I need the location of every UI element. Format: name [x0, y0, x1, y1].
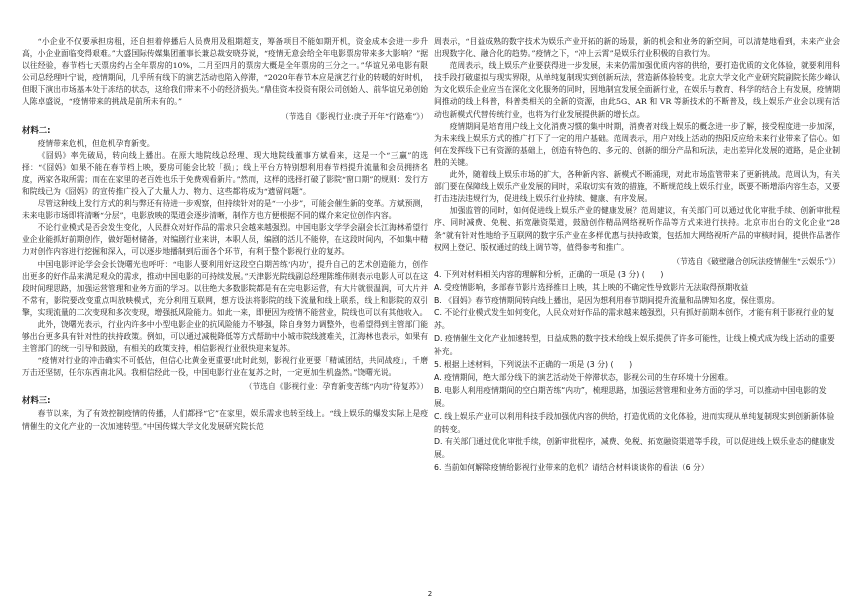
question-5: [434, 359, 840, 462]
left-column: [22, 36, 428, 586]
material3-source: （节选自《破壁融合创玩法疫情催生“云娱乐”》）: [672, 256, 840, 266]
material3-paragraph-4: 此外，随着线上娱乐市场的扩大，各种新内容、新模式不断涌现，对此市场监管带来了更新挑战。范周认为，有关部门要在保障线上娱乐产业发展的同时，采取切实有效的措施，不断规范线上娱乐行业，既要不断增添内容生态，又要打击违法违规行为，促进线上娱乐行业持续、健康、有序发展。: [434, 170, 840, 204]
material3-paragraph-2: 范周表示，线上娱乐产业要获得进一步发展，未来仍需加强优质内容的供给，要打造优质的文化体验，就要利用科技手段打破虚拟与现实界限，从单纯复制现实到创新玩法，营造新体验转变。北京大学文化产业研究院副院长陈少峰认为文化娱乐企业应当在深化文化服务的同时，因地制宜发展全面新行业，在娱乐与教育、科学的结合上有发展，疫情期间推动的线上科普，科普类相关的全新的资源，由此5G、AR 和 VR 等新技术的不断普及，线上娱乐产业会以现有活动也新模式代替传统行业，也将为行业发展提供新的增长点。: [434, 61, 840, 119]
material3-paragraph-continued: 周表示，“目益成熟的数字技术为娱乐产业开拓的新的场景，新的机会和业务的新空间，可以清楚地看到，未来产业会出现数字化、融合化的趋势。”疫情之下，“冲上云霄”是娱乐行业积极的自救行为。: [434, 37, 840, 59]
question-5-option-c: C. 线上娱乐产业可以利用科技手段加强优内容的供给，打造优质的文化体验，进而实现从单纯复制现实到创新新体验的转变。: [434, 411, 835, 434]
question-4-option-b: B. 《囧妈》春节疫情期间转向线上播出，是因为想利用春节期间提升流量和品牌知名度，保住票房。: [434, 295, 780, 305]
material2-paragraph-7: “疫情对行业的冲击确实不可低估，但信心比黄金更重要!此时此刻，影视行业更要「精诚团结，共同战疫」，千磨万击还坚韧，任尔东西南北风。我相信经此一役，中国电影行业在复苏之时，一定更加生机盎然。”饶曙光说。: [22, 356, 428, 378]
material2-paragraph-3: 尽管这种线上发行方式的利与弊还有待进一步观察，但持续针对的是“一小步”，可能会催生新的变革。方斌预测，未来电影市场即将清晰“分层”，电影放映的渠道会逐步清晰，制作方也方便根据不同的媒介来定位创作内容。: [22, 199, 428, 221]
material2-paragraph-5: 中国电影评论学会会长饶曙光也呼吁：“电影人要利用好这段空白期苦练‘内功’，提升自己的艺术创造能力，创作出更多的好作品来满足观众的需求，推动中国电影的可持续发展。”天津影光院线副总经理陈维伟则表示电影人可以在这段时间理思路，加强运营管理和业务方面的学习。以往绝大多数影院都是有在完电影运营，有大片就很温润，可大片并不常有，影院要改变重点叫放映模式，充分利用互联网，想方设法将影院的线下流量和线上联系，线上和影院的双引擎，实现流量的二次变现和多次变现，增强抵风险能力。如此一来，即便因为疫情不能营业，院线也可以有其他收入。: [22, 259, 428, 317]
page-number: 2: [427, 590, 433, 598]
material2-source: （节选自《影视行业：孕育新变苦练“内功”待复苏》）: [244, 382, 428, 392]
material3-paragraph-5: 加强监管的同时，如何促进线上娱乐产业的健康发展？范周建议，有关部门可以通过优化审批手续、创新审批程序、同时减费、免税、拓宽融资渠道，鼓励创作精品网络视听作品等方式来进行扶持。北京市出台的文化企业“28条”就有针对性地给予互联网的数字乐产业在多样优惠与扶持政策，包括加大网络视听产品的审核时间，提供作品著作权网上登记、版权通过的线上调节等，值得参考和推广。: [434, 206, 840, 252]
material3-heading: 材料三:: [22, 395, 51, 406]
question-5-option-b: B. 电影人利用疫情期间的空白期苦练“内功”，梳理思路，加强运营管理和业务方面的学习，可以推动中国电影的发展。: [434, 385, 827, 408]
material2-paragraph-6: 此外，饶曙光表示，行业内许多中小型电影企业的抗风险能力不够强，除自身努力调整外，也希望得到主管部门能够出台更多具有针对性的扶持政策。例如，可以通过减税降低等方式帮助中小城市院线渡难关，江海林也表示，如果有主管部门的统一引导和鼓励，有相关的政策支持，相信影视行业很快迎来复苏。: [22, 319, 428, 354]
question-4: [434, 269, 840, 359]
question-4-stem: 4. 下列对材料相关内容的理解和分析，正确的一项是 (3 分) ( ): [434, 269, 664, 279]
right-column: [434, 36, 840, 586]
material1-source: （节选自《影视行业:庚子开年“行路难”》）: [280, 111, 428, 121]
material2-paragraph-1: 疫情带来危机，但危机孕育新变。: [37, 138, 155, 148]
question-4-option-d: D. 疫情催生文化产业加速转型，日益成熟的数字技术给线上娱乐提供了许多可能性，让线上模式成为线上活动的重要补充。: [434, 334, 835, 357]
material2-paragraph-2: 《囧妈》率先破局，转向线上播出。在原大地院线总经理、现大地院线董事方斌看来，这是一个“三赢”的选择：“《囧妈》如果不能在春节档上映，要房可能会比较「损」；线上平台方特别想利用春节档提升流量和会员拥挤名度，两家各取所需；而在在家里的老百姓也乐于免费观看新片。”然而，这样的选择打破了影院“窗口期”的规则：发行方和院线已为《囧妈》的宣传推广投入了大量人力、物力、这些都将成为“遗留问题”。: [22, 150, 428, 196]
question-4-option-a: A. 受疫情影响，多部春节影片选择推日上映，其上映的不确定性导致影片无法取得预期收益: [434, 282, 749, 292]
question-5-stem: 5. 根据上述材料，下列说法不正确的一项是 (3 分) ( ): [434, 360, 633, 370]
question-4-option-c: C. 不论行业模式发生如何变化，人民众对好作品的需求越来越强烈，只有抓好前期本创作，才能有利于影视行业的复苏。: [434, 308, 835, 331]
material3-paragraph-3: 疫情期间是培育用户线上文化消费习惯的集中时期，消费者对线上娱乐的概念进一步了解，接受程度进一步加深，为未来线上娱乐方式的推广打下了一定的用户基础。范周表示，用户对线上活动的热阳反应给未来行业带来了信心。如何在发挥线下已有资源的基础上，创造有特色的、多元的、创新的细分产品和玩法，走出差异化发展的道路，是企业制胜的关键。: [434, 121, 840, 167]
material2-heading: 材料二:: [22, 124, 51, 135]
question-6-stem: 6. 当前如何解除疫情给影视行业带来的危机？请结合材料谈谈你的看法（6 分）: [434, 463, 709, 473]
question-5-option-a: A. 疫情期间，绝大部分线下的演艺活动处于停滞状态，影视公司的生存环境十分困难。: [434, 372, 733, 382]
material2-paragraph-4: 不论行业模式是否会发生变化，人民群众对好作品的需求只会越来越强烈。中国电影文学学会副会长江海林希望行业企业能抓好前期创作，做好题材储备，对编剧行业来讲，本职人员，编剧的活儿不能停，在这段时间内，不如集中精力对创作内容进行挖掘和深入，可以逐步地播制到后面各个环节，有利于整个影视行业的复苏。: [22, 223, 428, 257]
question-5-option-d: D. 有关部门通过优化审批手续，创新审批程序，减费、免税、拓宽融资渠道等手段，可以促进线上娱乐业态的健康发展。: [434, 437, 835, 460]
material1-paragraph: “小企业不仅要承担房租，还自担着停播后人员费用及租期超支，筹备项目不能如期开机，资金成本会进一步升高，小企业面临变得艰难。”大盛国际传媒集团董事长兼总裁安晓芬说，“疫情无意会给全年电影票房带来多大影响？”据以往经验，春节档七天票房约占全年票房的10%，二月至四月的票房大概是全年票房的三分之一。”华谊兄弟电影有限公司总经理叶宁说，疫情期间，几乎所有线下的演艺活动也陷入停滞，“2020年春节本应是演艺行业的转暖的好时机，但眼下演出市场基本处于冻结的状态，这给我们带来不小的经济损失。”鼎佳资本投资有限公司创始人、前华谊兄弟创始人陈卓盛说，“疫情带来的挑战是前所未有的。”: [22, 37, 428, 107]
material3-paragraph-1: 春节以来，为了有效控制疫情的传播，人们都择“它”在家里，娱乐需求也转至线上。“线上娱乐的爆发实际上是疫情催生的文化产业的一次加速转型。”中国传媒大学文化发展研究院长范: [22, 409, 428, 431]
